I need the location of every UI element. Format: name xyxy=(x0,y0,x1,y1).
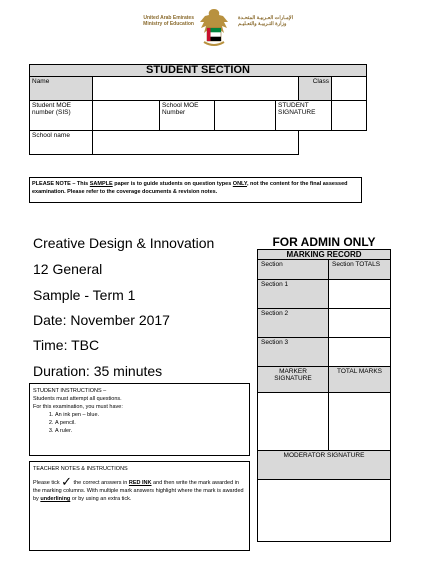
note-prefix: PLEASE NOTE – This xyxy=(32,181,90,187)
ministry-line-2: Ministry of Education xyxy=(143,21,194,27)
class-label: Class xyxy=(299,77,332,101)
marking-record-table xyxy=(257,249,391,542)
exam-grade: 12 General xyxy=(33,261,103,277)
list-item: 3. A ruler. xyxy=(55,427,246,435)
ministry-line-1: United Arab Emirates xyxy=(143,15,194,21)
section-2-total-field[interactable] xyxy=(329,309,391,338)
exam-time: Time: TBC xyxy=(33,337,100,353)
school-name-label: School name xyxy=(30,131,93,155)
ministry-name-english xyxy=(108,15,194,27)
name-label: Name xyxy=(30,77,93,101)
student-instructions-heading: STUDENT INSTRUCTIONS – xyxy=(33,388,107,394)
teacher-notes-heading: TEACHER NOTES & INSTRUCTIONS xyxy=(33,466,128,472)
tick-icon: ✓ xyxy=(61,475,73,490)
exam-sample-term: Sample - Term 1 xyxy=(33,287,136,303)
student-section-title: STUDENT SECTION xyxy=(30,65,367,77)
underlining-text: underlining xyxy=(40,496,71,502)
section-1-total-field[interactable] xyxy=(329,280,391,309)
total-marks-field[interactable] xyxy=(329,393,391,451)
school-moe-label: School MOE Number xyxy=(160,101,215,131)
marker-signature-header: MARKER SIGNATURE xyxy=(258,367,329,393)
note-mid: paper is to guide students on question types xyxy=(112,181,233,187)
moderator-signature-field[interactable] xyxy=(258,480,391,542)
ministry-arabic-line-2: وزارة التـربيـة والتعـليـم xyxy=(238,21,287,27)
name-field[interactable] xyxy=(93,77,299,101)
section-2-label: Section 2 xyxy=(258,309,329,338)
section-totals-header: Section TOTALS xyxy=(329,260,391,280)
list-item: 1. An ink pen – blue. xyxy=(55,411,246,419)
note-only-word: ONLY xyxy=(232,181,247,187)
required-items-list xyxy=(33,411,246,435)
admin-title: FOR ADMIN ONLY xyxy=(272,235,376,249)
teacher-notes-part-1: Please tick xyxy=(33,480,62,486)
note-suffix: , not the content for the final assessed examination. Please refer to the coverage documents & revision notes. xyxy=(32,181,348,195)
section-3-total-field[interactable] xyxy=(329,338,391,367)
school-name-blank xyxy=(299,131,367,155)
ministry-name-arabic xyxy=(238,15,338,27)
student-moe-field[interactable] xyxy=(93,101,160,131)
student-section-table xyxy=(29,64,367,155)
section-header: Section xyxy=(258,260,329,280)
school-moe-field[interactable] xyxy=(215,101,276,131)
marker-signature-field[interactable] xyxy=(258,393,329,451)
teacher-notes-part-2: the correct answers in xyxy=(72,480,129,486)
uae-falcon-emblem-icon xyxy=(196,6,232,50)
marking-record-heading: MARKING RECORD xyxy=(258,250,391,260)
total-marks-header: TOTAL MARKS xyxy=(329,367,391,393)
note-sample-word: SAMPLE xyxy=(89,181,113,187)
student-signature-label: STUDENT SIGNATURE xyxy=(276,101,332,131)
red-ink-text: RED INK xyxy=(128,480,152,486)
student-instructions-line-1: Students must attempt all questions. xyxy=(33,396,122,402)
section-3-label: Section 3 xyxy=(258,338,329,367)
exam-subject: Creative Design & Innovation xyxy=(33,235,215,251)
class-field[interactable] xyxy=(332,77,367,101)
exam-date: Date: November 2017 xyxy=(33,312,170,328)
list-item: 2. A pencil. xyxy=(55,419,246,427)
student-instructions-line-2: For this examination, you must have: xyxy=(33,404,123,410)
teacher-notes-text xyxy=(33,475,246,503)
teacher-notes-part-4: or by using an extra tick. xyxy=(70,496,132,502)
exam-duration: Duration: 35 minutes xyxy=(33,363,163,379)
section-1-label: Section 1 xyxy=(258,280,329,309)
ministry-arabic-line-1: الإمـارات العـربيـة المتحـدة xyxy=(238,15,294,21)
teacher-notes-box xyxy=(29,461,250,551)
student-instructions-box xyxy=(29,383,250,456)
moderator-signature-header: MODERATOR SIGNATURE xyxy=(258,451,391,480)
school-name-field[interactable] xyxy=(93,131,299,155)
teacher-notes-part-3: and then write the mark awarded in the marking columns. With multiple mark answers highlight where the mark is awarded by xyxy=(33,480,244,502)
student-signature-field[interactable] xyxy=(332,101,367,131)
student-moe-label: Student MOE number (SIS) xyxy=(30,101,93,131)
sample-paper-note xyxy=(29,177,362,203)
